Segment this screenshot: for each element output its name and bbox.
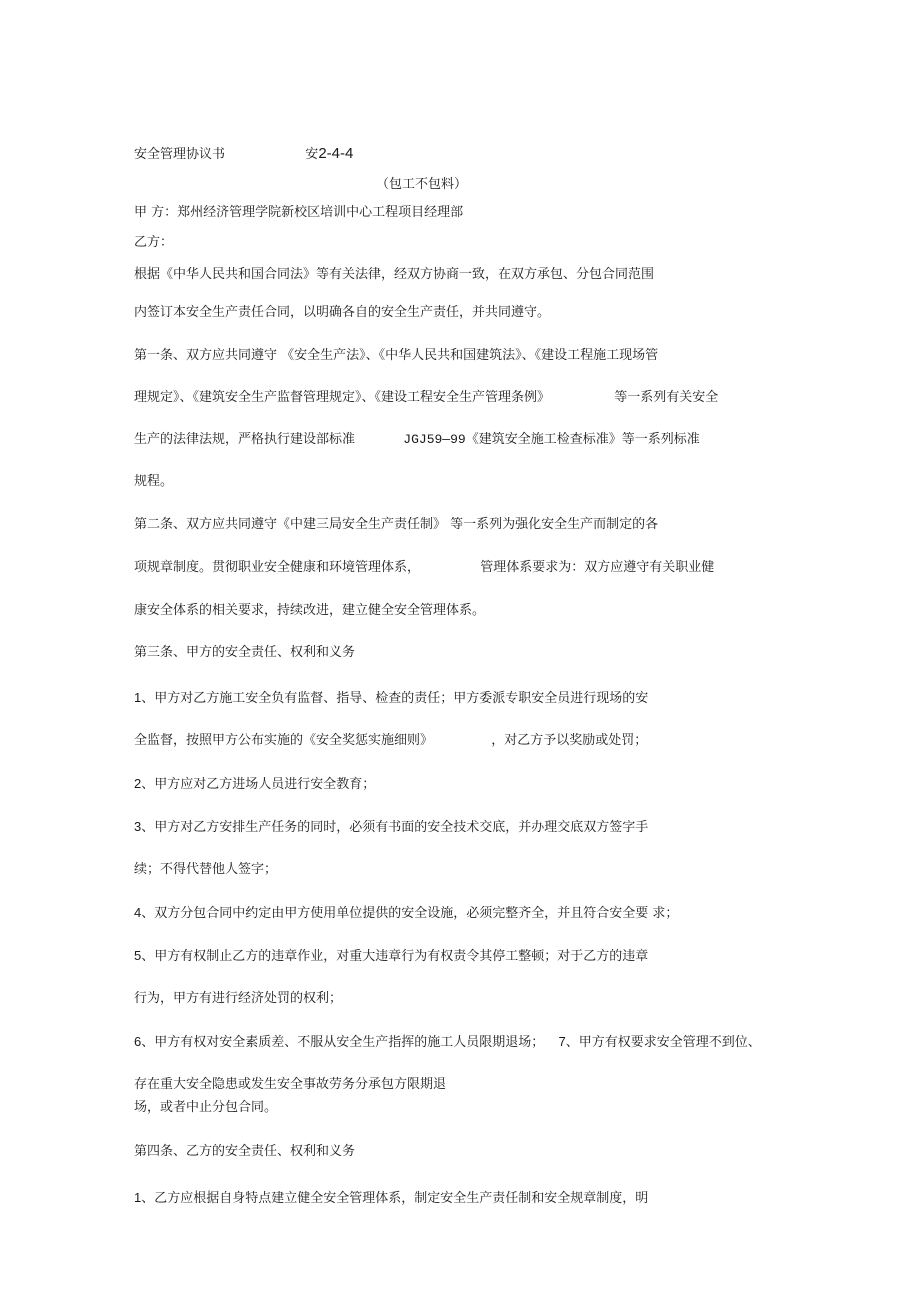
article1-line-3: [134, 432, 700, 448]
article3-item-4: [134, 905, 678, 922]
item-number: 5: [134, 948, 142, 963]
article3-item-2: [134, 776, 375, 793]
doc-subtitle: （包工不包料）: [376, 177, 468, 192]
item-number: 7: [558, 1034, 566, 1049]
article4-heading: 第四条、乙方的安全责任、权利和义务: [134, 1144, 356, 1159]
article3-item-6-7: [134, 1034, 761, 1051]
article3-item-5-line-1: [134, 948, 648, 965]
item-text: 、乙方应根据自身特点建立健全安全管理体系，制定安全生产责任制和安全规章制度，明: [141, 1191, 649, 1206]
article3-item-1-line-2: [134, 733, 647, 749]
article1-line-3c: 《建筑安全施工检查标准》等一系列标准: [465, 432, 700, 447]
item-number: 6: [134, 1034, 142, 1049]
party-b: 乙方：: [134, 235, 174, 250]
item-number: 2: [134, 776, 142, 791]
article1-line-4: 规程。: [134, 474, 174, 489]
item-text: 、甲方对乙方施工安全负有监督、指导、检查的责任；甲方委派专职安全员进行现场的安: [141, 691, 649, 706]
article2-line-1: 第二条、双方应共同遵守《中建三局安全生产责任制》 等一系列为强化安全生产而制定的各: [134, 517, 659, 532]
standard-code: JGJ59—99: [403, 432, 466, 447]
article2-line-3: 康安全体系的相关要求，持续改进，建立健全安全管理体系。: [134, 603, 486, 618]
article3-item-7-line-2: 存在重大安全隐患或发生安全事故劳务分承包方限期退: [134, 1077, 447, 1092]
doc-code-number: 2-4-4: [318, 145, 354, 162]
preamble-line-1: 根据《中华人民共和国合同法》等有关法律，经双方协商一致，在双方承包、分包合同范围: [134, 267, 655, 282]
article1-line-2a: 理规定》、《建筑安全生产监督管理规定》、《建设工程安全生产管理条例》: [134, 390, 551, 405]
article3-heading: 第三条、甲方的安全责任、权利和义务: [134, 645, 356, 660]
article1-line-2: [134, 390, 718, 406]
article3-item-3-line-1: [134, 819, 648, 836]
item-number: 3: [134, 819, 142, 834]
article1-line-3a: 生产的法律法规，严格执行建设部标准: [134, 432, 356, 447]
article1-line-1: 第一条、双方应共同遵守 《安全生产法》、《中华人民共和国建筑法》、《建设工程施工现场管: [134, 348, 659, 363]
article1-line-2b: 等一系列有关安全: [614, 390, 719, 405]
item-text: 、甲方有权对安全素质差、不服从安全生产指挥的施工人员限期退场；: [141, 1035, 545, 1050]
party-a: 甲 方：郑州经济管理学院新校区培训中心工程项目经理部: [134, 205, 464, 220]
item-text: ，对乙方予以奖励或处罚；: [491, 733, 648, 748]
article3-item-7-line-3: 场，或者中止分包合同。: [134, 1100, 278, 1115]
item-text: 全监督，按照甲方公布实施的《安全奖惩实施细则》: [134, 733, 434, 748]
item-number: 1: [134, 690, 142, 705]
item-number: 4: [134, 905, 142, 920]
item-text: 、甲方对乙方安排生产任务的同时，必须有书面的安全技术交底，并办理交底双方签字手: [141, 820, 649, 835]
doc-code-prefix: 安: [305, 147, 319, 162]
article2-line-2: [134, 560, 714, 576]
article4-item-1-line-1: [134, 1190, 648, 1207]
article3-item-3-line-2: 续；不得代替他人签字；: [134, 862, 278, 877]
article3-item-1-line-1: [134, 690, 648, 707]
article2-line-2b: 管理体系要求为：双方应遵守有关职业健: [480, 560, 715, 575]
item-text: 、甲方有权要求安全管理不到位、: [565, 1035, 761, 1050]
article3-item-5-line-2: 行为，甲方有进行经济处罚的权利；: [134, 991, 343, 1006]
preamble-line-2: 内签订本安全生产责任合同，以明确各自的安全生产责任，并共同遵守。: [134, 305, 551, 320]
item-number: 1: [134, 1190, 142, 1205]
item-text: 、甲方有权制止乙方的违章作业，对重大违章行为有权责令其停工整顿；对于乙方的违章: [141, 949, 649, 964]
article2-line-2a: 项规章制度。贯彻职业安全健康和环境管理体系，: [134, 560, 421, 575]
item-text: 、甲方应对乙方进场人员进行安全教育；: [141, 777, 376, 792]
item-text: 、双方分包合同中约定由甲方使用单位提供的安全设施，必须完整齐全，并且符合安全要 求；: [141, 906, 679, 921]
title-line: [134, 146, 353, 163]
doc-title: 安全管理协议书: [134, 147, 226, 162]
